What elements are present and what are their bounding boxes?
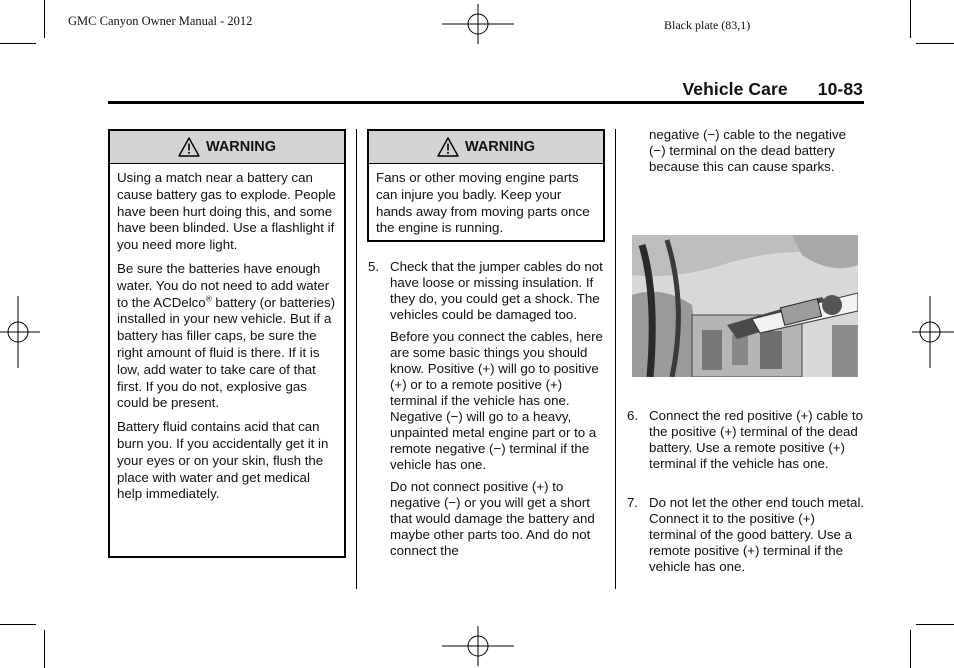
section-title: Vehicle Care xyxy=(682,79,788,99)
warning-header xyxy=(369,131,603,164)
step-body xyxy=(649,495,865,581)
warning-body xyxy=(110,164,344,503)
engine-illustration xyxy=(632,235,858,377)
registration-crosshair-icon xyxy=(442,626,514,666)
warning-paragraph: Battery fluid contains acid that can burn you. If you accidentally get it in your eyes or on your skin, flush the place with water and get medical help immediately. xyxy=(117,419,329,502)
warning-box xyxy=(367,129,605,242)
header-rule xyxy=(108,101,864,104)
step-paragraph: Before you connect the cables, here are some basic things you should know. Positive (+) will go to positive (+) or to a remote positive (+) terminal if the vehicle has one. Negative (−) will go to a heavy, unpainted metal engine part or to a remote negative (−) terminal if the vehicle has one. xyxy=(390,329,603,472)
warning-label: WARNING xyxy=(205,139,277,155)
registration-crosshair-icon xyxy=(442,4,514,44)
step-number: 7. xyxy=(627,495,639,510)
step-paragraph: Do not connect positive (+) to negative (−) or you will get a short that would damage the battery and maybe other parts too. And do not connect the xyxy=(390,479,595,558)
registration-crosshair-icon xyxy=(0,296,40,368)
crop-mark xyxy=(44,0,45,38)
warning-paragraph: Fans or other moving engine parts can injure you badly. Keep your hands away from moving parts once the engine is running. xyxy=(376,170,590,236)
crop-mark xyxy=(0,43,36,44)
warning-body xyxy=(369,164,603,237)
warning-paragraph-rest: battery (or batteries) installed in your new vehicle. But if a battery has filler caps, be sure the right amount of fluid is there. If it is low, add water to take care of that first. If you do not, explosive gas could be present. xyxy=(117,294,336,411)
step-paragraph: Do not let the other end touch metal. Connect it to the positive (+) terminal of the good battery. Use a remote positive (+) terminal if the vehicle has one. xyxy=(649,495,865,574)
registered-mark: ® xyxy=(205,294,212,304)
warning-paragraph: Using a match near a battery can cause battery gas to explode. People have been hurt doing this, and some have been blinded. Use a flashlight if you need more light. xyxy=(117,170,336,253)
crop-mark xyxy=(916,624,954,625)
plate-label: Black plate (83,1) xyxy=(664,18,751,32)
crop-mark xyxy=(0,624,36,625)
step-body xyxy=(390,259,606,565)
crop-mark xyxy=(44,630,45,668)
crop-mark xyxy=(910,630,911,668)
battery-jumper-photo xyxy=(632,235,858,377)
section-header xyxy=(682,79,863,100)
continued-text: negative (−) cable to the negative (−) terminal on the dead battery because this can cause sparks. xyxy=(649,127,846,174)
page-number: 10-83 xyxy=(817,79,863,99)
column-divider xyxy=(356,129,357,589)
warning-label: WARNING xyxy=(464,139,536,155)
step-paragraph: Check that the jumper cables do not have loose or missing insulation. If they do, you could get a shock. The vehicles could be damaged too. xyxy=(390,259,603,322)
warning-box xyxy=(108,129,346,558)
warning-triangle-icon xyxy=(178,137,200,157)
warning-triangle-icon xyxy=(437,137,459,157)
warning-paragraph-lead: Be sure the batteries have enough water. You do not need to add water to the ACDelco xyxy=(117,260,330,310)
warning-paragraph xyxy=(117,261,337,412)
crop-mark xyxy=(916,43,954,44)
warning-header xyxy=(110,131,344,164)
step-number: 5. xyxy=(368,259,380,274)
running-head: GMC Canyon Owner Manual - 2012 xyxy=(68,14,253,28)
crop-mark xyxy=(910,0,911,38)
step-number: 6. xyxy=(627,408,639,423)
step-body xyxy=(649,408,865,478)
column-divider xyxy=(615,129,616,589)
step-paragraph: Connect the red positive (+) cable to the positive (+) terminal of the dead battery. Use a remote positive (+) terminal if the vehicle has one. xyxy=(649,408,863,471)
registration-crosshair-icon xyxy=(912,296,954,368)
